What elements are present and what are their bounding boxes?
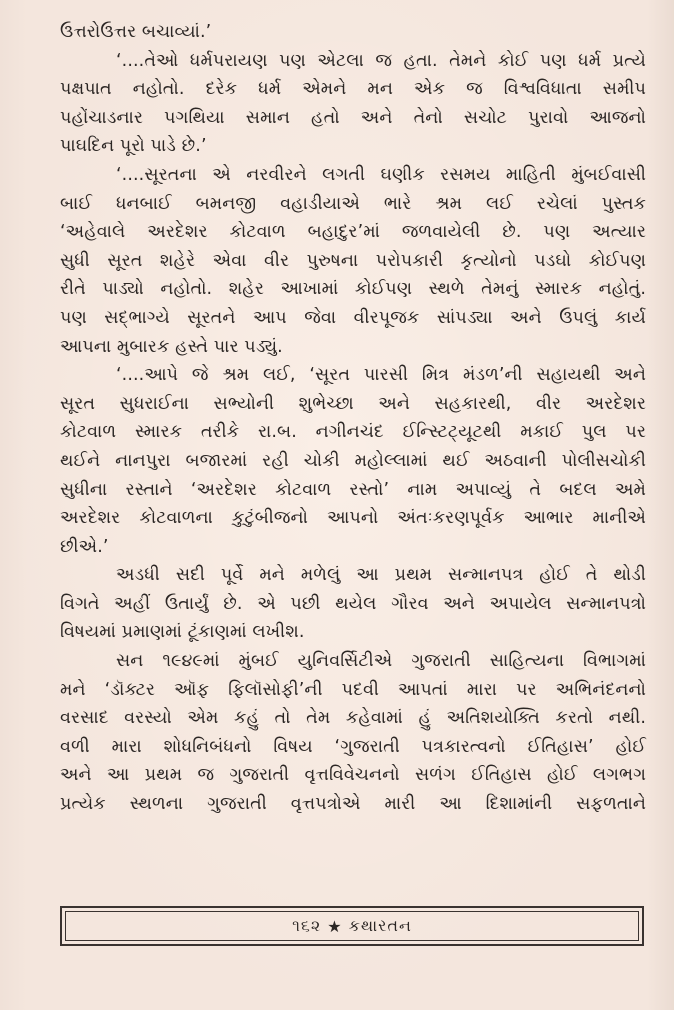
footer-inner-frame [65,911,639,941]
star-icon: ★ [327,916,343,936]
text-line: મને ‘ડૉક્ટર ઑફ ફિલૉસોફી’ની પદવી આપતાં મારા પર અભિનંદનનો [60,679,646,700]
text-line: થઈને નાનપુરા બજારમાં રહી ચોકી મહોલ્લામાં થઈ અઠવાની પોલીસચોકી [60,450,646,471]
text-line: રીતે પાડ્યો નહોતો. શહેર આખામાં કોઈપણ સ્થળે તેમનું સ્મારક નહોતું. [60,279,646,300]
text-line: અડધી સદી પૂર્વે મને મળેલું આ પ્રથમ સન્માનપત્ર હોઈ તે થોડી [116,565,646,586]
text-line: કોટવાળ સ્મારક તરીકે રા.બ. નગીનચંદ ઈન્સ્ટિટ્યૂટથી મકાઈ પુલ પર [60,422,646,443]
text-line: પહોંચાડનાર પગથિયા સમાન હતો અને તેનો સચોટ પુરાવો આજનો [60,107,646,128]
text-line: વળી મારા શોધનિબંધનો વિષય ‘ગુજરાતી પત્રકારત્વનો ઈતિહાસ’ હોઈ [60,736,646,757]
text-line: છીએ.’ [60,536,109,557]
text-line: વિગતે અહીં ઉતાર્યું છે. એ પછી થયેલ ગૌરવ અને અપાયેલ સન્માનપત્રો [60,593,646,614]
text-line: ‘....સૂરતના એ નરવીરને લગતી ઘણીક રસમય માહિતી મુંબઈવાસી [116,164,646,185]
text-line: આપના મુબારક હસ્તે પાર પડ્યું. [60,336,283,357]
text-line: સુધી સૂરત શહેરે એવા વીર પુરુષના પરોપકારી કૃત્યોનો પડઘો કોઈપણ [60,250,646,271]
text-line: પાઘદિન પૂરો પાડે છે.’ [60,136,207,157]
page-footer [60,906,644,946]
text-line: પણ સદ્ભાગ્યે સૂરતને આપ જેવા વીરપૂજક સાંપડ્યા અને ઉપલું કાર્ય [60,307,646,328]
text-line: સન ૧૯૪૯માં મુંબઈ યુનિવર્સિટીએ ગુજરાતી સાહિત્યના વિભાગમાં [116,651,646,672]
text-line: ઉત્તરોઉત્તર બચાવ્યાં.’ [60,22,212,42]
body-text [60,18,646,819]
text-line: સુધીના રસ્તાને ‘અરદેશર કોટવાળ રસ્તો’ નામ અપાવ્યું તે બદલ અમે [60,479,646,500]
text-line: ‘....તેઓ ધર્મપરાયણ પણ એટલા જ હતા. તેમને કોઈ પણ ધર્મ પ્રત્યે [116,50,646,71]
text-line: વિષયમાં પ્રમાણમાં ટૂંકાણમાં લખીશ. [60,622,305,643]
text-line: ‘અહેવાલે અરદેશર કોટવાળ બહાદુર’માં જળવાયેલી છે. પણ અત્યાર [60,222,646,243]
text-line: ‘....આપે જે શ્રમ લઈ, ‘સૂરત પારસી મિત્ર મંડળ’ની સહાયથી અને [116,365,646,386]
text-line: સૂરત સુધરાઈના સભ્યોની શુભેચ્છા અને સહકારથી, વીર અરદેશર [60,393,646,414]
book-title: કથારતન [348,916,412,935]
text-line: બાઈ ધનબાઈ બમનજી વહાડીયાએ ભારે શ્રમ લઈ રચેલાં પુસ્તક [60,193,646,214]
text-line: અરદેશર કોટવાળના કુટુંબીજનો આપનો અંતઃકરણપૂર્વક આભાર માનીએ [60,508,646,529]
page-number: ૧૬૨ [292,916,322,935]
text-line: પક્ષપાત નહોતો. દરેક ધર્મ એમને મન એક જ વિશ્વવિધાતા સમીપ [60,79,646,100]
text-line: પ્રત્યેક સ્થળના ગુજરાતી વૃત્તપત્રોએ મારી આ દિશામાંની સફળતાને [60,794,646,815]
text-line: અને આ પ્રથમ જ ગુજરાતી વૃત્તવિવેચનનો સળંગ ઈતિહાસ હોઈ લગભગ [60,765,646,786]
text-line: વરસાદ વરસ્યો એમ કહું તો તેમ કહેવામાં હું અતિશયોક્તિ કરતો નથી. [60,708,646,729]
